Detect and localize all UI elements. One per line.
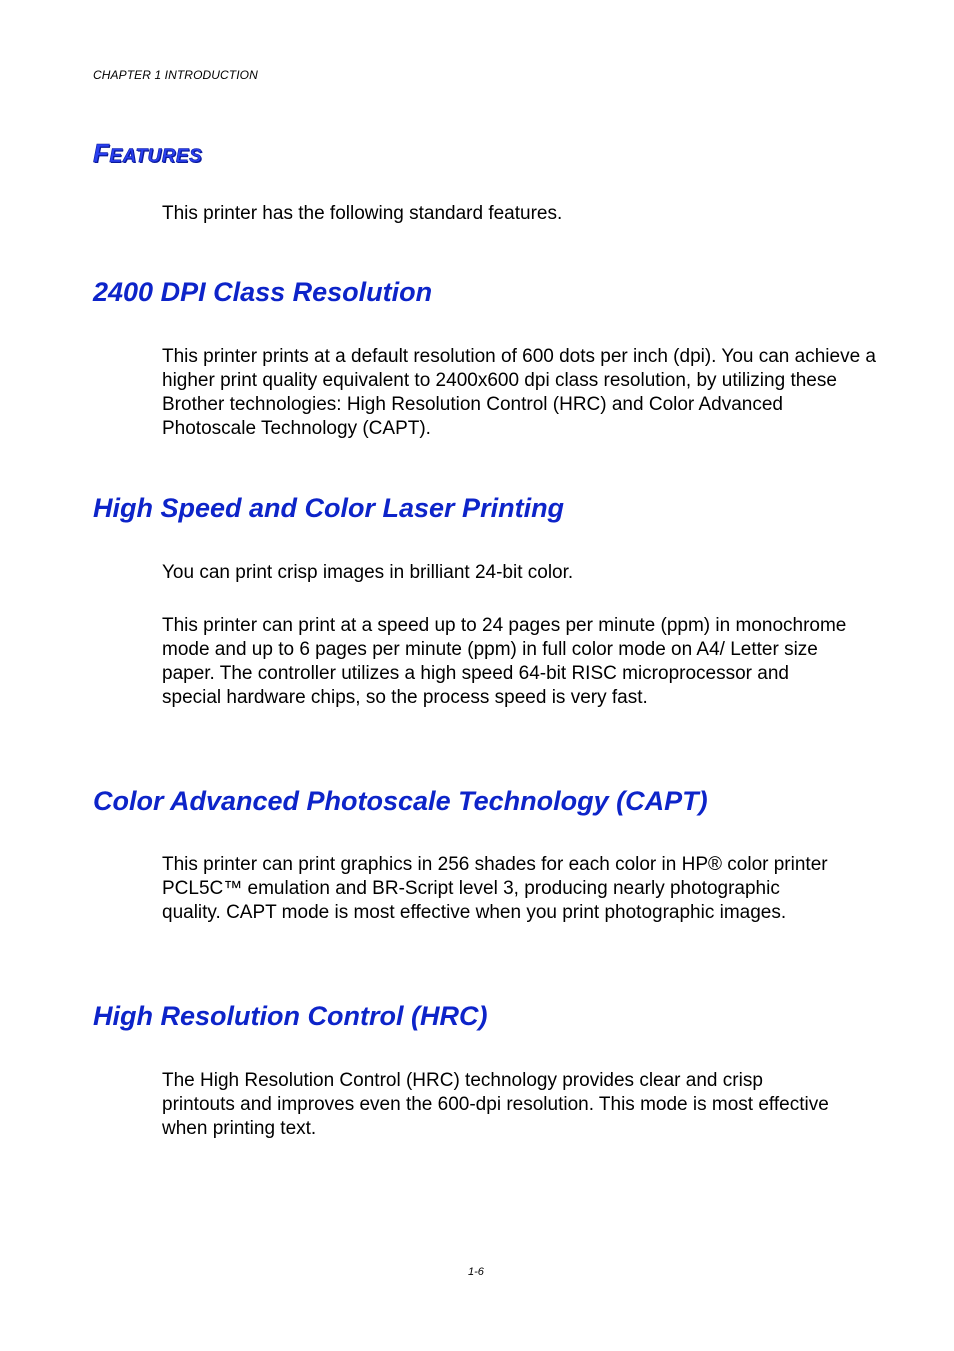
running-header: CHAPTER 1 INTRODUCTION [93,68,258,82]
page-title [93,138,202,169]
page-number: 1-6 [468,1266,484,1278]
section-paragraph-capt: This printer can print graphics in 256 shades for each color in HP® color printer PCL5C™ emulation and BR-Script level 3, producing nearly photographic quality. CAPT mode is most effective when you print photographic images. [162,854,828,923]
section-paragraph-hrc: The High Resolution Control (HRC) technology provides clear and crisp printouts and improves even the 600-dpi resolution. This mode is most effective when printing text. [162,1070,829,1139]
section-heading-speed: High Speed and Color Laser Printing [93,493,565,523]
section-paragraph-speed-1: You can print crisp images in brilliant 24-bit color. [162,562,574,583]
section-heading-resolution: 2400 DPI Class Resolution [93,277,433,307]
section-paragraph-speed-2: This printer can print at a speed up to 24 pages per minute (ppm) in monochrome mode and up to 6 pages per minute (ppm) in full color mode on A4/ Letter size paper. The controller utilizes a high speed 64-bit RISC microprocessor and special hardware chips, so the process speed is very fast. [162,615,847,708]
page-title-initial: F [93,138,110,168]
section-heading-hrc: High Resolution Control (HRC) [93,1001,488,1031]
section-paragraph-resolution: This printer prints at a default resolution of 600 dots per inch (dpi). You can achieve a higher print quality equivalent to 2400x600 dpi class resolution, by utilizing these Brother technologies: High Resolution Control (HRC) and Color Advanced Photoscale Technology (CAPT). [162,346,876,439]
section-heading-capt: Color Advanced Photoscale Technology (CAPT) [93,786,708,816]
intro-paragraph: This printer has the following standard features. [162,203,563,224]
page-title-rest: EATURES [109,146,203,167]
